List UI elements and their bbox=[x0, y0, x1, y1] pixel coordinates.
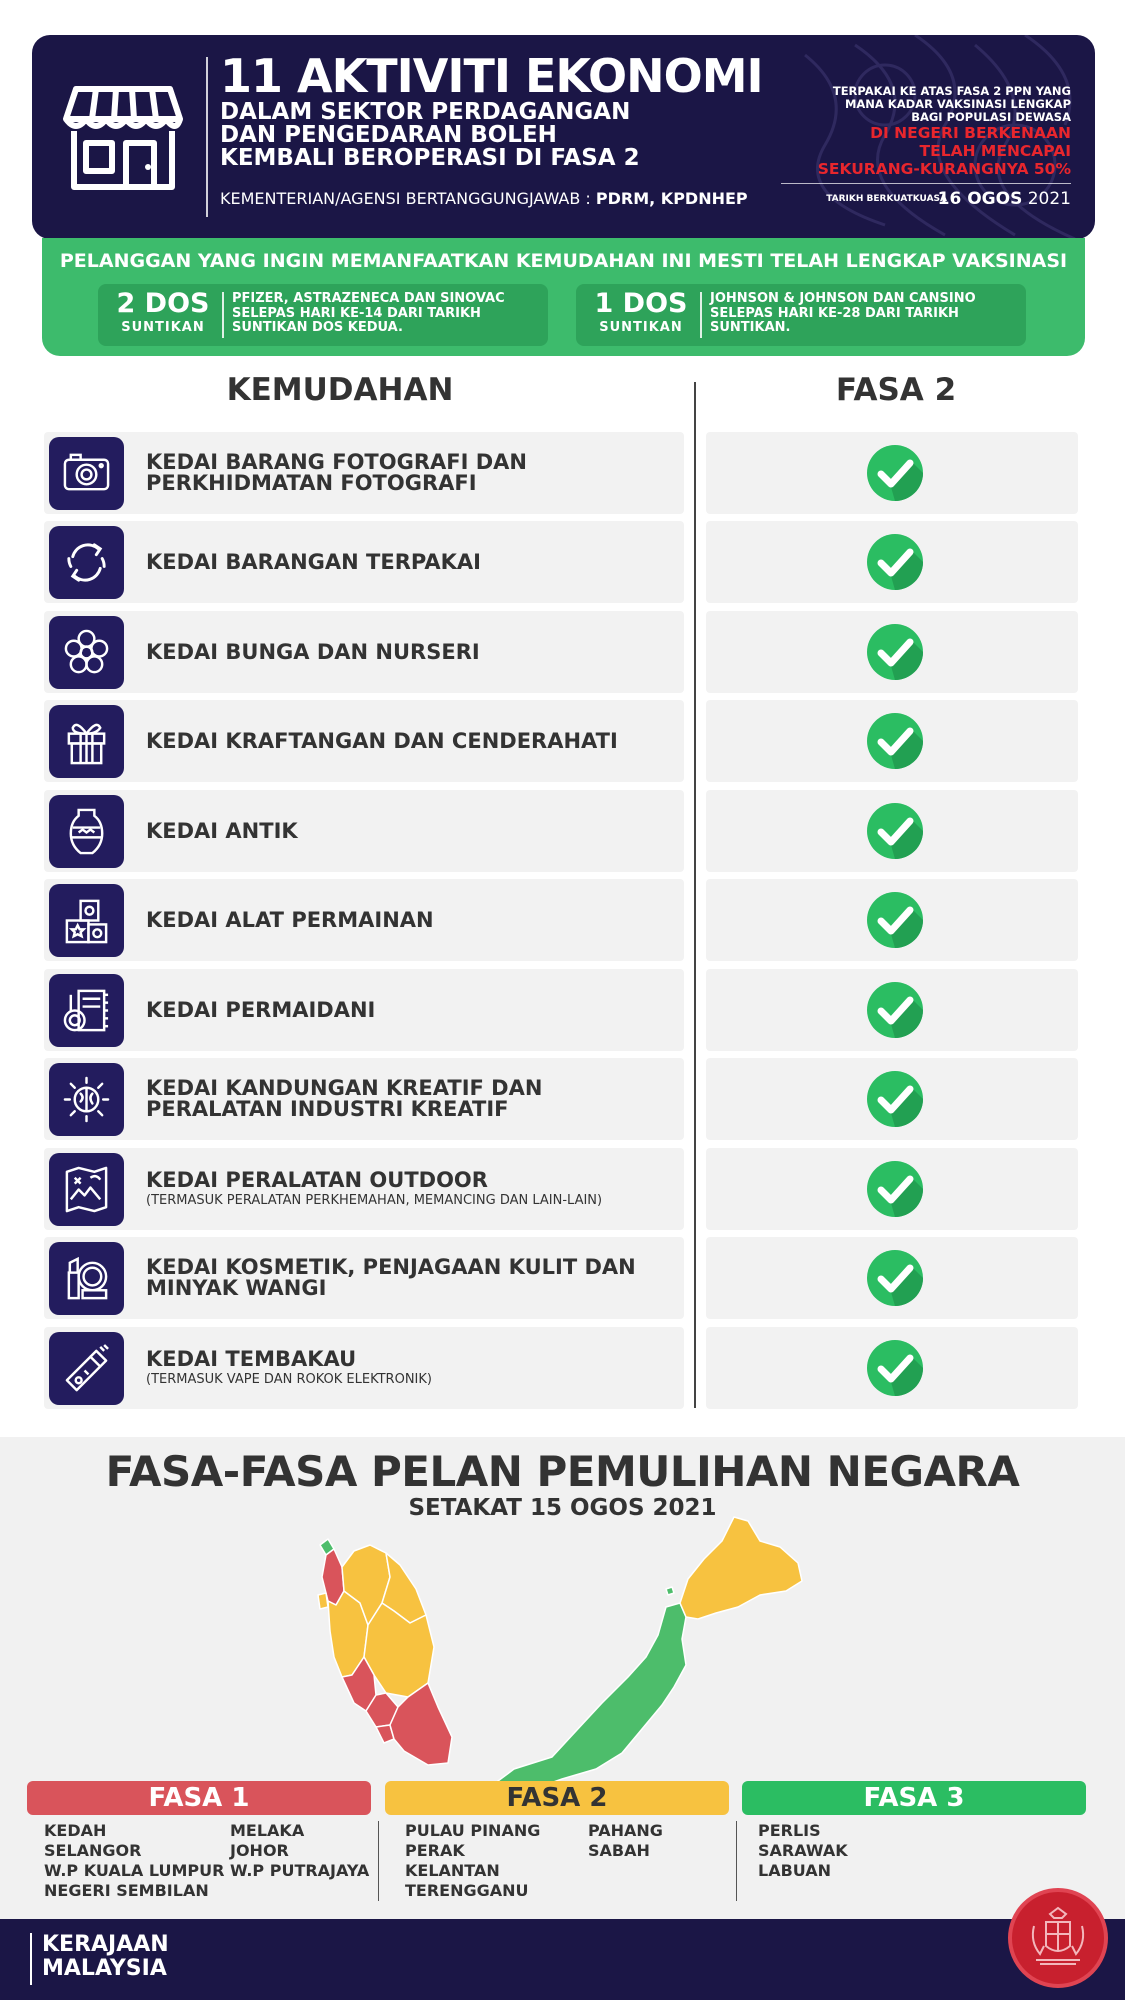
vape-icon bbox=[61, 1343, 112, 1394]
check-icon bbox=[867, 1250, 923, 1306]
outdoor-map-icon bbox=[61, 1164, 112, 1215]
table-row bbox=[44, 432, 684, 514]
facility-name: KEDAI PERMAIDANI bbox=[146, 997, 376, 1022]
check-icon bbox=[867, 445, 923, 501]
facility-note: (TERMASUK VAPE DAN ROKOK ELEKTRONIK) bbox=[146, 1372, 432, 1387]
dose-divider bbox=[222, 292, 224, 338]
table-row bbox=[44, 521, 684, 603]
recovery-phases-section bbox=[0, 1437, 1125, 1919]
phase-status-cell bbox=[706, 879, 1078, 961]
shop-icon bbox=[62, 83, 184, 193]
effective-date-label: TARIKH BERKUATKUASA bbox=[826, 194, 947, 204]
phase-status-cell bbox=[706, 969, 1078, 1051]
cosmetics-icon bbox=[61, 1253, 112, 1304]
phase-status-cell bbox=[706, 700, 1078, 782]
table-row bbox=[44, 1058, 684, 1140]
page-subtitle: DALAM SEKTOR PERDAGANGAN DAN PENGEDARAN BOLEH KEMBALI BEROPERASI DI FASA 2 bbox=[220, 99, 640, 171]
table-row bbox=[44, 611, 684, 693]
facility-name: KEDAI BUNGA DAN NURSERI bbox=[146, 639, 480, 664]
phase-status-cell bbox=[706, 432, 1078, 514]
phase-3-label: FASA 3 bbox=[742, 1781, 1086, 1815]
table-row bbox=[44, 879, 684, 961]
phase-status-cell bbox=[706, 790, 1078, 872]
phase-status-cell bbox=[706, 1148, 1078, 1230]
one-dose-box bbox=[576, 284, 1026, 346]
phase-status-cell bbox=[706, 1058, 1078, 1140]
coat-of-arms-icon bbox=[1026, 1906, 1090, 1970]
government-logo-text: KERAJAAN MALAYSIA bbox=[42, 1932, 169, 1981]
facility-name: KEDAI KANDUNGAN KREATIF DAN PERALATAN INDUSTRI KREATIF bbox=[146, 1076, 543, 1121]
phase-status-cell bbox=[706, 1237, 1078, 1319]
header-banner bbox=[32, 35, 1095, 239]
map-region-sarawak bbox=[490, 1603, 686, 1797]
applicability-note: TERPAKAI KE ATAS FASA 2 PPN YANG MANA KADAR VAKSINASI LENGKAP BAGI POPULASI DEWASA bbox=[832, 84, 1071, 124]
malaysia-map bbox=[290, 1507, 850, 1807]
facility-name: KEDAI PERALATAN OUTDOOR bbox=[146, 1168, 488, 1192]
footer bbox=[0, 1919, 1125, 2000]
dose-count: 1 DOS SUNTIKAN bbox=[594, 288, 688, 335]
phase-status-cell bbox=[706, 521, 1078, 603]
effective-date: 16 OGOS 2021 bbox=[937, 189, 1071, 209]
check-icon bbox=[867, 892, 923, 948]
dose-divider bbox=[700, 292, 702, 338]
toy-blocks-icon bbox=[61, 895, 112, 946]
facility-note: (TERMASUK PERALATAN PERKHEMAHAN, MEMANCING DAN LAIN-LAIN) bbox=[146, 1193, 603, 1208]
phase-status-cell bbox=[706, 1327, 1078, 1409]
camera-icon bbox=[61, 448, 112, 499]
column-header-facility: KEMUDAHAN bbox=[226, 372, 454, 408]
page-title: 11 AKTIVITI EKONOMI bbox=[220, 49, 763, 103]
phase-2-states-col1: PULAU PINANG PERAK KELANTAN TERENGGANU bbox=[405, 1821, 541, 1900]
column-header-phase: FASA 2 bbox=[835, 372, 957, 408]
header-rule bbox=[781, 183, 1071, 184]
responsible-ministry: KEMENTERIAN/AGENSI BERTANGGUNGJAWAB : PDRM, KPDNHEP bbox=[220, 189, 748, 208]
phase-divider bbox=[378, 1821, 379, 1901]
phase-2-label: FASA 2 bbox=[385, 1781, 729, 1815]
column-divider bbox=[694, 382, 696, 1408]
map-region-penang bbox=[318, 1593, 328, 1609]
phase-status-cell bbox=[706, 611, 1078, 693]
carpet-roll-icon bbox=[61, 985, 112, 1036]
coat-of-arms-emblem bbox=[1008, 1888, 1108, 1988]
facility-name: KEDAI TEMBAKAU bbox=[146, 1347, 357, 1371]
flower-icon bbox=[61, 627, 112, 678]
phase-3-states-col1: PERLIS SARAWAK LABUAN bbox=[758, 1821, 848, 1880]
dose-description: PFIZER, ASTRAZENECA DAN SINOVAC SELEPAS HARI KE-14 DARI TARIKH SUNTIKAN DOS KEDUA. bbox=[232, 291, 505, 335]
check-icon bbox=[867, 803, 923, 859]
dose-description: JOHNSON & JOHNSON DAN CANSINO SELEPAS HARI KE-28 DARI TARIKH SUNTIKAN. bbox=[710, 291, 976, 335]
vaccination-requirement-title: PELANGGAN YANG INGIN MEMANFAATKAN KEMUDAHAN INI MESTI TELAH LENGKAP VAKSINASI bbox=[59, 250, 1068, 272]
header-divider bbox=[206, 57, 208, 217]
check-icon bbox=[867, 1071, 923, 1127]
map-region-sabah bbox=[680, 1517, 802, 1619]
dose-count: 2 DOS SUNTIKAN bbox=[116, 288, 210, 335]
table-row bbox=[44, 700, 684, 782]
footer-bar bbox=[30, 1933, 32, 1985]
phase-1-states-col1: KEDAH SELANGOR W.P KUALA LUMPUR NEGERI SEMBILAN bbox=[44, 1821, 225, 1900]
vase-icon bbox=[61, 806, 112, 857]
check-icon bbox=[867, 1161, 923, 1217]
facility-name: KEDAI ANTIK bbox=[146, 818, 298, 843]
vaccination-requirement-banner bbox=[42, 238, 1085, 356]
recycle-icon bbox=[61, 537, 112, 588]
table-row bbox=[44, 790, 684, 872]
map-region-labuan bbox=[666, 1587, 674, 1595]
check-icon bbox=[867, 713, 923, 769]
table-row bbox=[44, 1327, 684, 1409]
phase-1-label: FASA 1 bbox=[27, 1781, 371, 1815]
map-title: FASA-FASA PELAN PEMULIHAN NEGARA bbox=[105, 1447, 1020, 1496]
facility-name: KEDAI ALAT PERMAINAN bbox=[146, 907, 434, 932]
table-row bbox=[44, 1237, 684, 1319]
facility-name: KEDAI KOSMETIK, PENJAGAAN KULIT DAN MINYAK WANGI bbox=[146, 1255, 636, 1300]
check-icon bbox=[867, 982, 923, 1038]
facility-name: KEDAI BARANG FOTOGRAFI DAN PERKHIDMATAN FOTOGRAFI bbox=[146, 450, 527, 495]
creative-brain-icon bbox=[61, 1074, 112, 1125]
vaccination-threshold-note: DI NEGERI BERKENAAN TELAH MENCAPAI SEKURANG-KURANGNYA 50% bbox=[817, 124, 1071, 178]
table-row bbox=[44, 969, 684, 1051]
facility-name: KEDAI BARANGAN TERPAKAI bbox=[146, 549, 481, 574]
two-dose-box bbox=[98, 284, 548, 346]
map-subtitle: SETAKAT 15 OGOS 2021 bbox=[408, 1495, 717, 1521]
phase-2-states-col2: PAHANG SABAH bbox=[588, 1821, 663, 1860]
check-icon bbox=[867, 534, 923, 590]
phase-divider bbox=[736, 1821, 737, 1901]
check-icon bbox=[867, 1340, 923, 1396]
phase-1-states-col2: MELAKA JOHOR W.P PUTRAJAYA bbox=[230, 1821, 370, 1880]
check-icon bbox=[867, 624, 923, 680]
gift-icon bbox=[61, 716, 112, 767]
facility-name: KEDAI KRAFTANGAN DAN CENDERAHATI bbox=[146, 728, 618, 753]
table-row bbox=[44, 1148, 684, 1230]
